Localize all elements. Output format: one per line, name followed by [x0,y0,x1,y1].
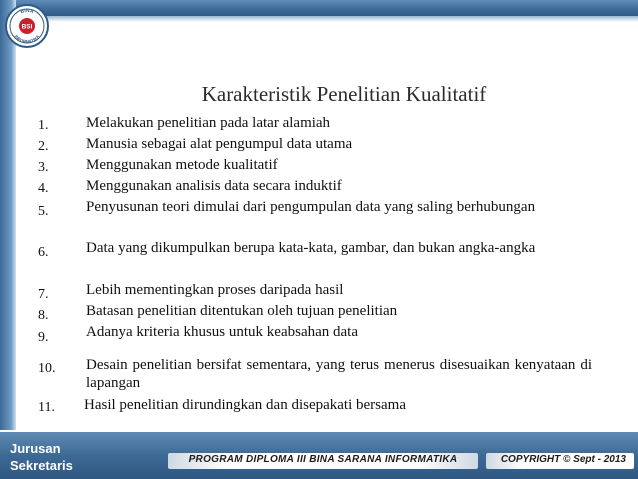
list-item: Manusia sebagai alat pengumpul data utama [86,136,353,152]
list-item: Data yang dikumpulkan berupa kata-kata, gambar, dan bukan angka-angka [86,240,536,256]
top-bar-gradient [0,16,638,22]
footer-program-label: PROGRAM DIPLOMA III BINA SARANA INFORMATIKA [188,454,458,465]
svg-text:INFORMATIKA [14,34,41,44]
footer-copyright [486,453,634,469]
footer-department [10,440,73,474]
bsi-logo [5,4,49,48]
logo-text-top: BINA [19,7,35,16]
list-item: Adanya kriteria khusus untuk keabsahan data [86,324,358,340]
list-item: Penyusunan teori dimulai dari pengumpulan data yang saling berhubungan [86,199,536,215]
list-item: Lebih mementingkan proses daripada hasil [86,282,344,298]
list-item: Menggunakan analisis data secara induktif [86,178,342,194]
item-number: 5. [38,204,49,219]
list-item: Batasan penelitian ditentukan oleh tujuan penelitian [86,303,398,319]
item-number: 9. [38,330,49,345]
item-number: 7. [38,287,49,302]
list-item: Hasil penelitian dirundingkan dan disepakati bersama [84,397,406,413]
item-number: 1. [38,118,49,133]
item-number: 2. [38,139,49,154]
item-number: 3. [38,160,49,175]
left-bar [0,0,16,430]
list-item: Menggunakan metode kualitatif [86,157,278,173]
item-number: 10. [38,361,56,376]
list-item: Melakukan penelitian pada latar alamiah [86,115,331,131]
svg-text:BINA [20,8,35,15]
footer-department-line2: Sekretaris [10,458,73,473]
item-number: 4. [38,181,49,196]
slide-title: Karakteristik Penelitian Kualitatif [201,82,487,106]
footer-program [168,453,478,469]
logo-text-bottom: INFORMATIKA [13,33,41,45]
item-number: 6. [38,245,49,260]
logo-mark: BSI [21,23,33,31]
item-number: 8. [38,308,49,323]
footer-copyright-label: COPYRIGHT © Sept - 2013 [500,454,626,465]
item-number: 11. [38,400,55,415]
top-bar [0,0,638,16]
list-item: Desain penelitian bersifat sementara, yang terus menerus disesuaikan kenyataan di lapangan [86,357,592,391]
footer-department-line1: Jurusan [10,441,61,456]
